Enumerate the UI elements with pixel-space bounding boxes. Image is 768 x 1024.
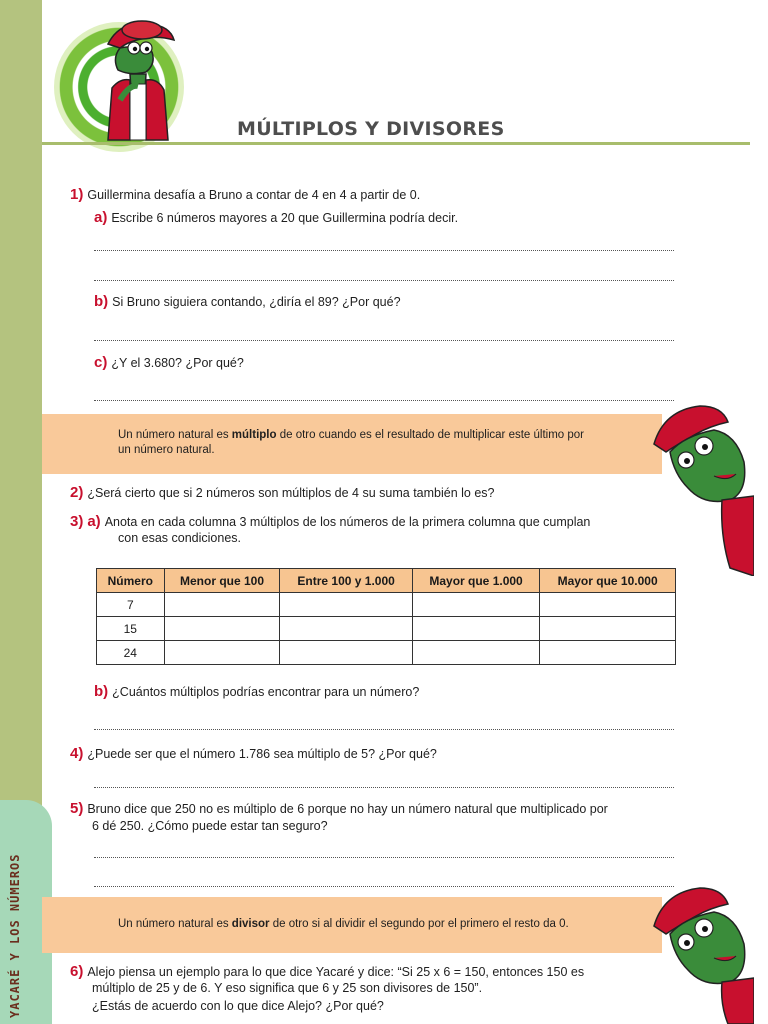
subquestion-letter: b) xyxy=(94,683,109,700)
definition-text: de otro cuando es el resultado de multiplicar este último por xyxy=(276,429,584,441)
crocodile-mascot-icon xyxy=(644,396,754,576)
question-number: 2) xyxy=(70,484,84,501)
multiples-table xyxy=(96,568,676,665)
table-cell-answer[interactable] xyxy=(280,641,412,665)
question-1 xyxy=(70,186,420,204)
question-3a xyxy=(70,513,590,531)
subquestion-text: ¿Y el 3.680? ¿Por qué? xyxy=(111,356,244,370)
table-row xyxy=(97,641,676,665)
answer-line[interactable] xyxy=(94,729,674,730)
question-text: Bruno dice que 250 no es múltiplo de 6 porque no hay un número natural que multiplicado por xyxy=(87,802,608,816)
question-text: 6 dé 250. ¿Cómo puede estar tan seguro? xyxy=(92,819,328,833)
answer-line[interactable] xyxy=(94,280,674,281)
definition-term: divisor xyxy=(231,918,270,930)
table-cell-number: 24 xyxy=(97,641,165,665)
definition-text: un número natural. xyxy=(118,444,215,456)
table-cell-answer[interactable] xyxy=(540,593,676,617)
crocodile-mascot-icon xyxy=(90,14,186,148)
table-cell-answer[interactable] xyxy=(280,593,412,617)
question-5 xyxy=(70,800,608,818)
answer-line[interactable] xyxy=(94,857,674,858)
definition-multiplo xyxy=(118,428,584,458)
question-text: múltiplo de 25 y de 6. Y eso significa que 6 y 25 son divisores de 150”. xyxy=(92,981,483,995)
answer-line[interactable] xyxy=(94,340,674,341)
question-6-continued xyxy=(92,980,482,997)
subquestion-text: con esas condiciones. xyxy=(118,531,241,545)
definition-term: múltiplo xyxy=(231,429,277,441)
page-title: MÚLTIPLOS Y DIVISORES xyxy=(237,118,505,140)
subquestion-text: Si Bruno siguiera contando, ¿diría el 89? ¿Por qué? xyxy=(112,295,401,309)
question-number: 4) xyxy=(70,745,84,762)
table-header: Mayor que 10.000 xyxy=(540,569,676,593)
definition-text: Un número natural es xyxy=(118,429,232,441)
subquestion-text: Escribe 6 números mayores a 20 que Guillermina podría decir. xyxy=(111,211,459,225)
table-header: Número xyxy=(97,569,165,593)
question-text: ¿Será cierto que si 2 números son múltiplos de 4 su suma también lo es? xyxy=(87,486,495,500)
question-1a xyxy=(94,209,458,227)
question-number: 1) xyxy=(70,186,84,203)
table-cell-answer[interactable] xyxy=(412,641,539,665)
question-number: 5) xyxy=(70,800,84,817)
definition-divisor xyxy=(118,917,569,932)
question-6 xyxy=(70,963,584,981)
subquestion-letter: a) xyxy=(94,209,108,226)
subquestion-text: ¿Cuántos múltiplos podrías encontrar para un número? xyxy=(112,685,420,699)
table-cell-answer[interactable] xyxy=(280,617,412,641)
table-header: Menor que 100 xyxy=(164,569,280,593)
subquestion-letter: a) xyxy=(87,513,101,530)
table-header: Mayor que 1.000 xyxy=(412,569,539,593)
table-row xyxy=(97,617,676,641)
answer-line[interactable] xyxy=(94,787,674,788)
question-6-continued xyxy=(92,998,384,1015)
question-3a-continued xyxy=(118,530,241,547)
table-cell-number: 15 xyxy=(97,617,165,641)
crocodile-mascot-icon xyxy=(644,878,754,1024)
question-1b xyxy=(94,293,401,311)
definition-text: de otro si al dividir el segundo por el primero el resto da 0. xyxy=(269,918,569,930)
answer-line[interactable] xyxy=(94,400,674,401)
table-cell-answer[interactable] xyxy=(540,641,676,665)
question-text: ¿Estás de acuerdo con lo que dice Alejo? ¿Por qué? xyxy=(92,999,384,1013)
answer-line[interactable] xyxy=(94,886,674,887)
question-number: 6) xyxy=(70,963,84,980)
subquestion-letter: b) xyxy=(94,293,109,310)
table-cell-number: 7 xyxy=(97,593,165,617)
question-3b xyxy=(94,683,419,701)
question-number: 3) xyxy=(70,513,84,530)
table-cell-answer[interactable] xyxy=(164,641,280,665)
table-row xyxy=(97,593,676,617)
answer-line[interactable] xyxy=(94,250,674,251)
table-cell-answer[interactable] xyxy=(164,593,280,617)
question-4 xyxy=(70,745,437,763)
sidebar-label: YACARÉ Y LOS NÚMEROS xyxy=(8,853,22,1018)
question-text: Alejo piensa un ejemplo para lo que dice Yacaré y dice: “Si 25 x 6 = 150, entonces 150 es xyxy=(87,965,585,979)
question-text: ¿Puede ser que el número 1.786 sea múltiplo de 5? ¿Por qué? xyxy=(87,747,437,761)
question-5-continued xyxy=(92,818,328,835)
table-cell-answer[interactable] xyxy=(540,617,676,641)
definition-text: Un número natural es xyxy=(118,918,232,930)
subquestion-letter: c) xyxy=(94,354,108,371)
question-text: Guillermina desafía a Bruno a contar de 4 en 4 a partir de 0. xyxy=(87,188,421,202)
subquestion-text: Anota en cada columna 3 múltiplos de los números de la primera columna que cumplan xyxy=(104,515,591,529)
table-cell-answer[interactable] xyxy=(164,617,280,641)
title-divider xyxy=(42,142,750,145)
table-cell-answer[interactable] xyxy=(412,617,539,641)
table-cell-answer[interactable] xyxy=(412,593,539,617)
table-header-row xyxy=(97,569,676,593)
table-header: Entre 100 y 1.000 xyxy=(280,569,412,593)
question-1c xyxy=(94,354,244,372)
question-2 xyxy=(70,484,495,502)
